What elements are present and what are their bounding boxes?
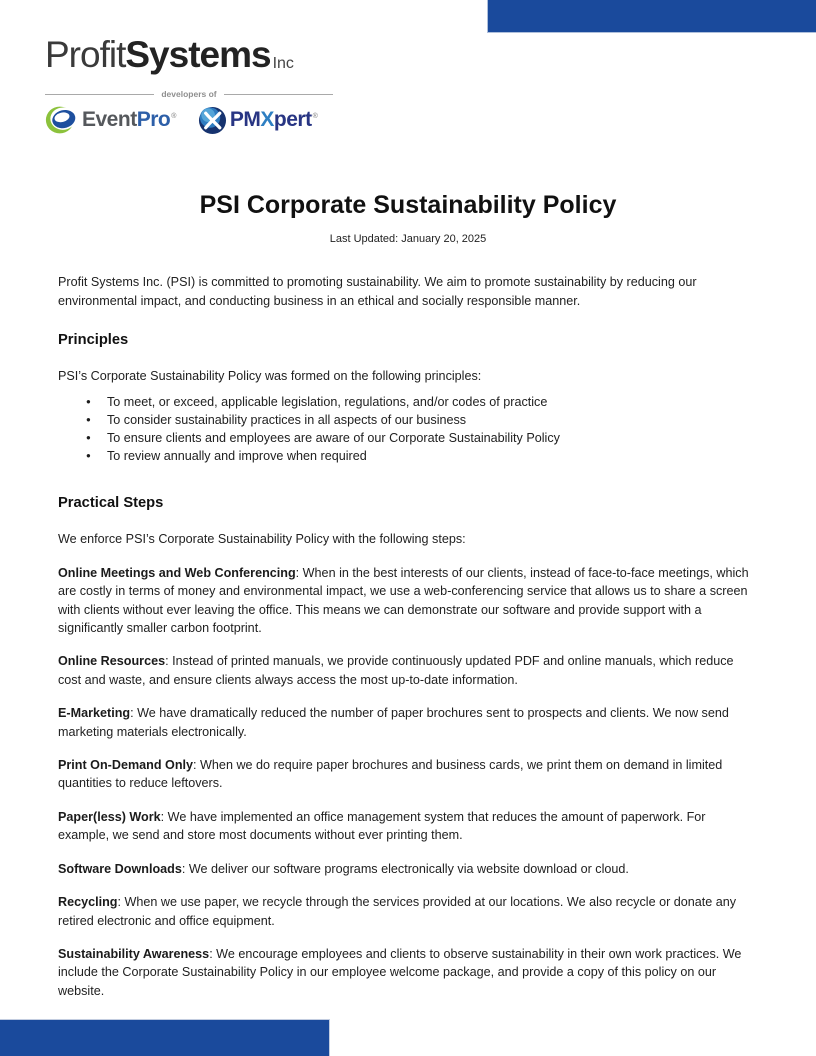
document-body — [0, 190, 816, 1000]
step-text: : We have implemented an office management system that reduces the amount of paperwork. For example, we send and store most documents without ever printing them. — [58, 809, 706, 843]
step-paragraph — [58, 704, 758, 741]
step-label: Online Meetings and Web Conferencing — [58, 565, 296, 580]
step-text: : We have dramatically reduced the number of paper brochures sent to prospects and clients. We now send marketing materials electronically. — [58, 706, 729, 739]
eventpro-wordmark: EventPro® — [82, 108, 176, 131]
principles-list — [58, 393, 758, 465]
pmxpert-logo — [198, 106, 317, 135]
company-logo — [0, 0, 345, 137]
eventpro-swoosh-icon — [45, 104, 79, 136]
principles-list-item: ● To review annually and improve when required — [86, 449, 367, 464]
registered-mark-icon: ® — [312, 113, 318, 120]
principles-list-item: ● To consider sustainability practices in all aspects of our business — [86, 413, 467, 428]
page-title: PSI Corporate Sustainability Policy — [199, 191, 617, 219]
step-text: : Instead of printed manuals, we provide continuously updated PDF and online manuals, which reduce cost and waste, and ensure clients always access the most up-to-date information. — [58, 654, 734, 687]
top-accent-bar — [487, 0, 816, 33]
practical-steps-items — [58, 564, 758, 1000]
step-paragraph — [58, 756, 758, 793]
principles-list-item: ● To ensure clients and employees are aware of our Corporate Sustainability Policy — [86, 431, 560, 446]
eventpro-logo — [45, 104, 176, 136]
bullet-icon: ● — [86, 433, 91, 443]
logo-systems-text: Systems — [125, 34, 271, 75]
step-paragraph — [58, 564, 758, 638]
practical-steps-heading: Practical Steps — [58, 495, 164, 512]
practical-steps-intro: We enforce PSI’s Corporate Sustainability Policy with the following steps: — [58, 532, 466, 547]
registered-mark-icon: ® — [171, 113, 176, 120]
step-paragraph — [58, 860, 758, 878]
divider-line-left — [45, 94, 154, 95]
step-text: : We encourage employees and clients to observe sustainability in their own work practices. We include the Corporate Sustainability Policy in our employee welcome package, and provide a copy of this policy on our website. — [58, 946, 742, 998]
step-paragraph — [58, 945, 758, 1000]
logo-inc-text: Inc — [272, 55, 294, 72]
pmxpert-wordmark: PMXpert® — [229, 108, 318, 131]
pmxpert-sphere-icon — [198, 106, 227, 135]
step-text: : When we do require paper brochures and business cards, we print them on demand in limited quantities to reduce leftovers. — [58, 758, 723, 791]
step-label: Paper(less) Work — [58, 809, 161, 824]
logo-profit-text: Profit — [45, 34, 126, 75]
bullet-icon: ● — [86, 415, 91, 425]
intro-paragraph: Profit Systems Inc. (PSI) is committed to promoting sustainability. We aim to promote sustainability by reducing our environmental impact, and conducting business in an ethical and socially responsible manner. — [58, 275, 697, 308]
divider-line-right — [224, 94, 333, 95]
principles-list-item: ● To meet, or exceed, applicable legislation, regulations, and/or codes of practice — [86, 395, 548, 410]
step-paragraph — [58, 893, 758, 930]
developers-of-divider — [45, 89, 333, 99]
step-paragraph — [58, 808, 758, 845]
last-updated: Last Updated: January 20, 2025 — [329, 233, 487, 245]
bullet-icon: ● — [86, 397, 91, 407]
step-text: : When in the best interests of our clients, instead of face-to-face meetings, which are costly in terms of money and environmental impact, we use a web-conferencing service that allows us to share a screen with clients without ever leaving the office. This means we can demonstrate our software and provide support with a significantly smaller carbon footprint. — [58, 565, 749, 636]
bullet-icon: ● — [86, 451, 91, 461]
brand-logos-row — [45, 103, 345, 137]
developers-of-label: developers of — [161, 89, 217, 99]
step-text: : When we use paper, we recycle through the services provided at our locations. We also recycle or donate any retired electronic and office equipment. — [58, 895, 737, 928]
step-paragraph — [58, 652, 758, 689]
profit-systems-wordmark — [45, 35, 345, 83]
principles-heading: Principles — [58, 332, 129, 349]
step-label: E-Marketing — [58, 706, 131, 721]
principles-intro: PSI’s Corporate Sustainability Policy was formed on the following principles: — [58, 369, 482, 384]
bottom-accent-bar — [0, 1019, 330, 1056]
step-label: Software Downloads — [58, 861, 182, 876]
step-label: Online Resources — [58, 654, 166, 669]
step-label: Sustainability Awareness — [58, 946, 210, 961]
step-label: Print On-Demand Only — [58, 758, 194, 773]
step-text: : We deliver our software programs electronically via website download or cloud. — [181, 861, 629, 876]
step-label: Recycling — [58, 895, 118, 910]
